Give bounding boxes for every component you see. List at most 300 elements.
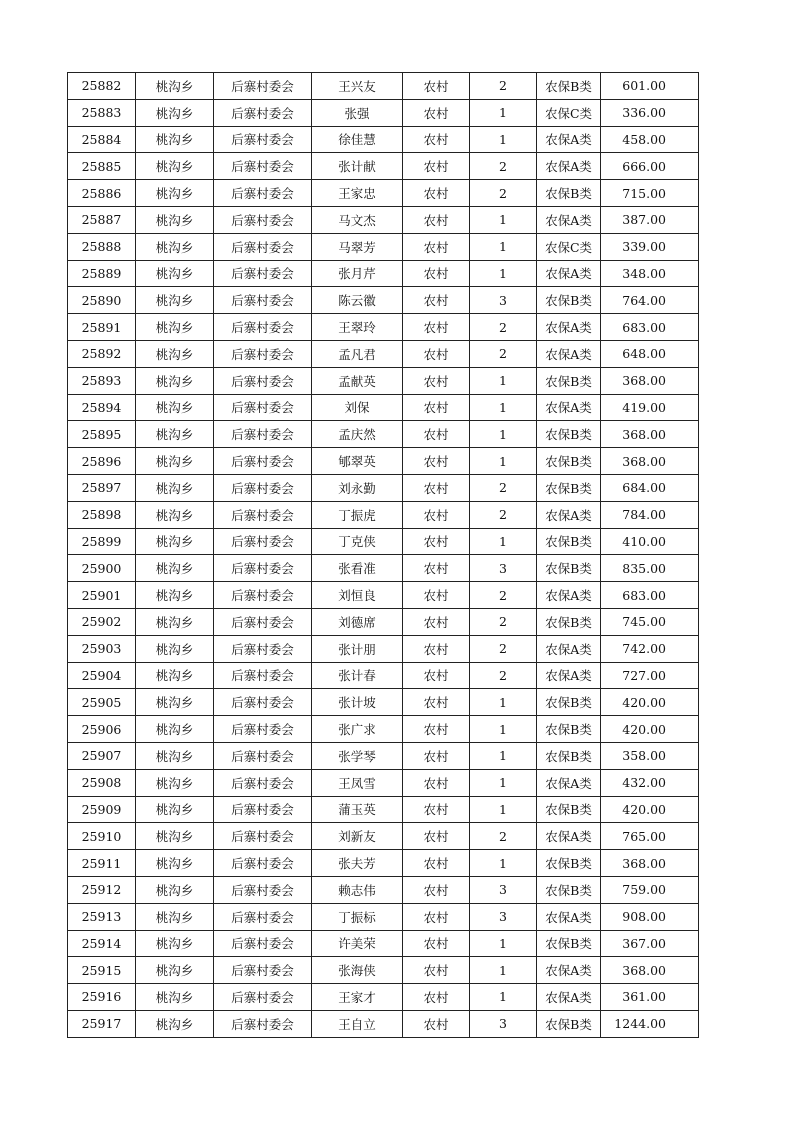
table-row [68, 716, 699, 743]
category-cell: 农保A类 [537, 662, 601, 689]
township-cell: 桃沟乡 [136, 823, 214, 850]
record-number-cell: 25884 [68, 126, 136, 153]
table-row [68, 501, 699, 528]
category-cell: 农保B类 [537, 73, 601, 100]
township-cell: 桃沟乡 [136, 474, 214, 501]
household-size-cell: 3 [470, 287, 537, 314]
amount-cell: 339.00 [601, 233, 699, 260]
amount-cell: 648.00 [601, 340, 699, 367]
township-cell: 桃沟乡 [136, 260, 214, 287]
name-cell: 丁振标 [312, 903, 403, 930]
table-row [68, 742, 699, 769]
village-committee-cell: 后寨村委会 [214, 448, 312, 475]
household-size-cell: 2 [470, 474, 537, 501]
amount-cell: 742.00 [601, 635, 699, 662]
amount-cell: 458.00 [601, 126, 699, 153]
table-row [68, 206, 699, 233]
record-number-cell: 25912 [68, 876, 136, 903]
household-size-cell: 1 [470, 528, 537, 555]
area-type-cell: 农村 [403, 448, 470, 475]
village-committee-cell: 后寨村委会 [214, 582, 312, 609]
amount-cell: 432.00 [601, 769, 699, 796]
table-row [68, 421, 699, 448]
amount-cell: 410.00 [601, 528, 699, 555]
amount-cell: 336.00 [601, 99, 699, 126]
category-cell: 农保B类 [537, 180, 601, 207]
household-size-cell: 1 [470, 260, 537, 287]
area-type-cell: 农村 [403, 957, 470, 984]
record-number-cell: 25902 [68, 608, 136, 635]
name-cell: 刘保 [312, 394, 403, 421]
village-committee-cell: 后寨村委会 [214, 314, 312, 341]
category-cell: 农保B类 [537, 930, 601, 957]
record-number-cell: 25909 [68, 796, 136, 823]
record-number-cell: 25914 [68, 930, 136, 957]
table-row [68, 180, 699, 207]
amount-cell: 387.00 [601, 206, 699, 233]
table-row [68, 823, 699, 850]
village-committee-cell: 后寨村委会 [214, 689, 312, 716]
township-cell: 桃沟乡 [136, 1010, 214, 1037]
table-row [68, 314, 699, 341]
category-cell: 农保C类 [537, 233, 601, 260]
township-cell: 桃沟乡 [136, 876, 214, 903]
category-cell: 农保C类 [537, 99, 601, 126]
amount-cell: 835.00 [601, 555, 699, 582]
name-cell: 张广求 [312, 716, 403, 743]
area-type-cell: 农村 [403, 126, 470, 153]
category-cell: 农保B类 [537, 555, 601, 582]
record-number-cell: 25890 [68, 287, 136, 314]
name-cell: 丁振虎 [312, 501, 403, 528]
amount-cell: 764.00 [601, 287, 699, 314]
table-row [68, 474, 699, 501]
village-committee-cell: 后寨村委会 [214, 1010, 312, 1037]
record-number-cell: 25906 [68, 716, 136, 743]
area-type-cell: 农村 [403, 823, 470, 850]
category-cell: 农保B类 [537, 1010, 601, 1037]
category-cell: 农保A类 [537, 153, 601, 180]
township-cell: 桃沟乡 [136, 608, 214, 635]
household-size-cell: 2 [470, 662, 537, 689]
category-cell: 农保A类 [537, 635, 601, 662]
table-row [68, 126, 699, 153]
category-cell: 农保A类 [537, 260, 601, 287]
name-cell: 张计献 [312, 153, 403, 180]
village-committee-cell: 后寨村委会 [214, 528, 312, 555]
amount-cell: 420.00 [601, 796, 699, 823]
name-cell: 刘德席 [312, 608, 403, 635]
village-committee-cell: 后寨村委会 [214, 930, 312, 957]
record-number-cell: 25891 [68, 314, 136, 341]
township-cell: 桃沟乡 [136, 984, 214, 1011]
category-cell: 农保A类 [537, 501, 601, 528]
name-cell: 刘恒良 [312, 582, 403, 609]
household-size-cell: 1 [470, 716, 537, 743]
table-row [68, 340, 699, 367]
record-number-cell: 25888 [68, 233, 136, 260]
household-size-cell: 2 [470, 608, 537, 635]
village-committee-cell: 后寨村委会 [214, 126, 312, 153]
township-cell: 桃沟乡 [136, 340, 214, 367]
table-row [68, 769, 699, 796]
category-cell: 农保B类 [537, 716, 601, 743]
household-size-cell: 1 [470, 126, 537, 153]
village-committee-cell: 后寨村委会 [214, 796, 312, 823]
table-row [68, 287, 699, 314]
record-number-cell: 25903 [68, 635, 136, 662]
name-cell: 王凤雪 [312, 769, 403, 796]
category-cell: 农保A类 [537, 394, 601, 421]
village-committee-cell: 后寨村委会 [214, 662, 312, 689]
village-committee-cell: 后寨村委会 [214, 73, 312, 100]
amount-cell: 666.00 [601, 153, 699, 180]
township-cell: 桃沟乡 [136, 769, 214, 796]
household-size-cell: 2 [470, 340, 537, 367]
township-cell: 桃沟乡 [136, 180, 214, 207]
village-committee-cell: 后寨村委会 [214, 957, 312, 984]
household-size-cell: 3 [470, 876, 537, 903]
village-committee-cell: 后寨村委会 [214, 823, 312, 850]
amount-cell: 745.00 [601, 608, 699, 635]
table-row [68, 99, 699, 126]
table-row [68, 903, 699, 930]
category-cell: 农保B类 [537, 689, 601, 716]
household-size-cell: 1 [470, 448, 537, 475]
village-committee-cell: 后寨村委会 [214, 501, 312, 528]
name-cell: 张看准 [312, 555, 403, 582]
village-committee-cell: 后寨村委会 [214, 850, 312, 877]
area-type-cell: 农村 [403, 394, 470, 421]
village-committee-cell: 后寨村委会 [214, 233, 312, 260]
village-committee-cell: 后寨村委会 [214, 903, 312, 930]
area-type-cell: 农村 [403, 796, 470, 823]
name-cell: 王家忠 [312, 180, 403, 207]
household-size-cell: 1 [470, 769, 537, 796]
township-cell: 桃沟乡 [136, 421, 214, 448]
amount-cell: 367.00 [601, 930, 699, 957]
table-row [68, 984, 699, 1011]
name-cell: 张计朋 [312, 635, 403, 662]
amount-cell: 368.00 [601, 850, 699, 877]
amount-cell: 348.00 [601, 260, 699, 287]
area-type-cell: 农村 [403, 608, 470, 635]
table-row [68, 1010, 699, 1037]
name-cell: 王翠玲 [312, 314, 403, 341]
category-cell: 农保A类 [537, 314, 601, 341]
township-cell: 桃沟乡 [136, 662, 214, 689]
area-type-cell: 农村 [403, 287, 470, 314]
village-committee-cell: 后寨村委会 [214, 635, 312, 662]
data-table [67, 72, 699, 1038]
village-committee-cell: 后寨村委会 [214, 421, 312, 448]
household-size-cell: 1 [470, 742, 537, 769]
name-cell: 刘新友 [312, 823, 403, 850]
area-type-cell: 农村 [403, 984, 470, 1011]
area-type-cell: 农村 [403, 1010, 470, 1037]
table-row [68, 367, 699, 394]
amount-cell: 684.00 [601, 474, 699, 501]
record-number-cell: 25889 [68, 260, 136, 287]
household-size-cell: 2 [470, 823, 537, 850]
amount-cell: 683.00 [601, 314, 699, 341]
household-size-cell: 2 [470, 501, 537, 528]
amount-cell: 759.00 [601, 876, 699, 903]
category-cell: 农保B类 [537, 850, 601, 877]
category-cell: 农保B类 [537, 287, 601, 314]
category-cell: 农保A类 [537, 769, 601, 796]
table-row [68, 957, 699, 984]
amount-cell: 765.00 [601, 823, 699, 850]
name-cell: 张海侠 [312, 957, 403, 984]
township-cell: 桃沟乡 [136, 73, 214, 100]
name-cell: 张强 [312, 99, 403, 126]
township-cell: 桃沟乡 [136, 528, 214, 555]
household-size-cell: 1 [470, 984, 537, 1011]
village-committee-cell: 后寨村委会 [214, 876, 312, 903]
village-committee-cell: 后寨村委会 [214, 206, 312, 233]
amount-cell: 368.00 [601, 421, 699, 448]
record-number-cell: 25883 [68, 99, 136, 126]
township-cell: 桃沟乡 [136, 233, 214, 260]
record-number-cell: 25898 [68, 501, 136, 528]
village-committee-cell: 后寨村委会 [214, 769, 312, 796]
table-row [68, 260, 699, 287]
category-cell: 农保A类 [537, 582, 601, 609]
township-cell: 桃沟乡 [136, 796, 214, 823]
amount-cell: 368.00 [601, 448, 699, 475]
name-cell: 张月芹 [312, 260, 403, 287]
name-cell: 张夫芳 [312, 850, 403, 877]
category-cell: 农保A类 [537, 126, 601, 153]
township-cell: 桃沟乡 [136, 957, 214, 984]
amount-cell: 420.00 [601, 689, 699, 716]
record-number-cell: 25882 [68, 73, 136, 100]
category-cell: 农保B类 [537, 876, 601, 903]
area-type-cell: 农村 [403, 876, 470, 903]
area-type-cell: 农村 [403, 180, 470, 207]
village-committee-cell: 后寨村委会 [214, 180, 312, 207]
area-type-cell: 农村 [403, 635, 470, 662]
name-cell: 郇翠英 [312, 448, 403, 475]
area-type-cell: 农村 [403, 153, 470, 180]
record-number-cell: 25911 [68, 850, 136, 877]
village-committee-cell: 后寨村委会 [214, 984, 312, 1011]
household-size-cell: 1 [470, 206, 537, 233]
table-row [68, 930, 699, 957]
area-type-cell: 农村 [403, 930, 470, 957]
household-size-cell: 2 [470, 635, 537, 662]
category-cell: 农保B类 [537, 421, 601, 448]
table-row [68, 448, 699, 475]
township-cell: 桃沟乡 [136, 689, 214, 716]
record-number-cell: 25885 [68, 153, 136, 180]
amount-cell: 727.00 [601, 662, 699, 689]
record-number-cell: 25915 [68, 957, 136, 984]
name-cell: 徐佳慧 [312, 126, 403, 153]
township-cell: 桃沟乡 [136, 716, 214, 743]
category-cell: 农保A类 [537, 823, 601, 850]
township-cell: 桃沟乡 [136, 850, 214, 877]
table-body [68, 73, 699, 1038]
table-row [68, 662, 699, 689]
name-cell: 蒲玉英 [312, 796, 403, 823]
household-size-cell: 1 [470, 367, 537, 394]
village-committee-cell: 后寨村委会 [214, 394, 312, 421]
name-cell: 马翠芳 [312, 233, 403, 260]
name-cell: 孟献英 [312, 367, 403, 394]
area-type-cell: 农村 [403, 367, 470, 394]
township-cell: 桃沟乡 [136, 501, 214, 528]
category-cell: 农保B类 [537, 367, 601, 394]
household-size-cell: 1 [470, 689, 537, 716]
record-number-cell: 25895 [68, 421, 136, 448]
village-committee-cell: 后寨村委会 [214, 260, 312, 287]
amount-cell: 368.00 [601, 957, 699, 984]
area-type-cell: 农村 [403, 742, 470, 769]
record-number-cell: 25916 [68, 984, 136, 1011]
area-type-cell: 农村 [403, 73, 470, 100]
household-size-cell: 3 [470, 1010, 537, 1037]
township-cell: 桃沟乡 [136, 367, 214, 394]
record-number-cell: 25897 [68, 474, 136, 501]
household-size-cell: 1 [470, 930, 537, 957]
amount-cell: 601.00 [601, 73, 699, 100]
category-cell: 农保B类 [537, 608, 601, 635]
amount-cell: 683.00 [601, 582, 699, 609]
household-size-cell: 2 [470, 73, 537, 100]
area-type-cell: 农村 [403, 99, 470, 126]
area-type-cell: 农村 [403, 582, 470, 609]
area-type-cell: 农村 [403, 260, 470, 287]
table-row [68, 233, 699, 260]
record-number-cell: 25886 [68, 180, 136, 207]
village-committee-cell: 后寨村委会 [214, 742, 312, 769]
village-committee-cell: 后寨村委会 [214, 99, 312, 126]
amount-cell: 368.00 [601, 367, 699, 394]
amount-cell: 1244.00 [601, 1010, 699, 1037]
area-type-cell: 农村 [403, 716, 470, 743]
category-cell: 农保B类 [537, 474, 601, 501]
village-committee-cell: 后寨村委会 [214, 367, 312, 394]
table-row [68, 73, 699, 100]
category-cell: 农保B类 [537, 742, 601, 769]
household-size-cell: 1 [470, 850, 537, 877]
record-number-cell: 25913 [68, 903, 136, 930]
household-size-cell: 2 [470, 153, 537, 180]
category-cell: 农保B类 [537, 448, 601, 475]
name-cell: 孟庆然 [312, 421, 403, 448]
table-row [68, 153, 699, 180]
amount-cell: 358.00 [601, 742, 699, 769]
category-cell: 农保A类 [537, 903, 601, 930]
table-row [68, 635, 699, 662]
table-row [68, 394, 699, 421]
village-committee-cell: 后寨村委会 [214, 287, 312, 314]
category-cell: 农保B类 [537, 528, 601, 555]
amount-cell: 361.00 [601, 984, 699, 1011]
table-row [68, 555, 699, 582]
household-size-cell: 1 [470, 233, 537, 260]
table-row [68, 528, 699, 555]
household-size-cell: 3 [470, 903, 537, 930]
name-cell: 张学琴 [312, 742, 403, 769]
area-type-cell: 农村 [403, 233, 470, 260]
area-type-cell: 农村 [403, 206, 470, 233]
township-cell: 桃沟乡 [136, 903, 214, 930]
record-number-cell: 25901 [68, 582, 136, 609]
table-row [68, 689, 699, 716]
village-committee-cell: 后寨村委会 [214, 153, 312, 180]
household-size-cell: 1 [470, 421, 537, 448]
area-type-cell: 农村 [403, 662, 470, 689]
area-type-cell: 农村 [403, 421, 470, 448]
household-size-cell: 1 [470, 957, 537, 984]
household-size-cell: 1 [470, 796, 537, 823]
amount-cell: 715.00 [601, 180, 699, 207]
household-size-cell: 1 [470, 99, 537, 126]
record-number-cell: 25887 [68, 206, 136, 233]
name-cell: 刘永勤 [312, 474, 403, 501]
area-type-cell: 农村 [403, 689, 470, 716]
village-committee-cell: 后寨村委会 [214, 340, 312, 367]
township-cell: 桃沟乡 [136, 287, 214, 314]
area-type-cell: 农村 [403, 501, 470, 528]
household-size-cell: 3 [470, 555, 537, 582]
name-cell: 丁克侠 [312, 528, 403, 555]
amount-cell: 784.00 [601, 501, 699, 528]
area-type-cell: 农村 [403, 314, 470, 341]
name-cell: 王自立 [312, 1010, 403, 1037]
record-number-cell: 25892 [68, 340, 136, 367]
name-cell: 赖志伟 [312, 876, 403, 903]
name-cell: 王家才 [312, 984, 403, 1011]
township-cell: 桃沟乡 [136, 582, 214, 609]
amount-cell: 420.00 [601, 716, 699, 743]
household-size-cell: 2 [470, 314, 537, 341]
village-committee-cell: 后寨村委会 [214, 474, 312, 501]
area-type-cell: 农村 [403, 769, 470, 796]
name-cell: 张计坡 [312, 689, 403, 716]
area-type-cell: 农村 [403, 555, 470, 582]
record-number-cell: 25900 [68, 555, 136, 582]
area-type-cell: 农村 [403, 528, 470, 555]
township-cell: 桃沟乡 [136, 314, 214, 341]
record-number-cell: 25904 [68, 662, 136, 689]
record-number-cell: 25896 [68, 448, 136, 475]
area-type-cell: 农村 [403, 340, 470, 367]
village-committee-cell: 后寨村委会 [214, 716, 312, 743]
township-cell: 桃沟乡 [136, 153, 214, 180]
township-cell: 桃沟乡 [136, 126, 214, 153]
township-cell: 桃沟乡 [136, 394, 214, 421]
category-cell: 农保A类 [537, 957, 601, 984]
township-cell: 桃沟乡 [136, 99, 214, 126]
amount-cell: 908.00 [601, 903, 699, 930]
village-committee-cell: 后寨村委会 [214, 555, 312, 582]
category-cell: 农保B类 [537, 796, 601, 823]
village-committee-cell: 后寨村委会 [214, 608, 312, 635]
area-type-cell: 农村 [403, 850, 470, 877]
record-number-cell: 25894 [68, 394, 136, 421]
name-cell: 张计春 [312, 662, 403, 689]
name-cell: 王兴友 [312, 73, 403, 100]
category-cell: 农保A类 [537, 206, 601, 233]
household-size-cell: 1 [470, 394, 537, 421]
table-row [68, 796, 699, 823]
township-cell: 桃沟乡 [136, 930, 214, 957]
record-number-cell: 25917 [68, 1010, 136, 1037]
